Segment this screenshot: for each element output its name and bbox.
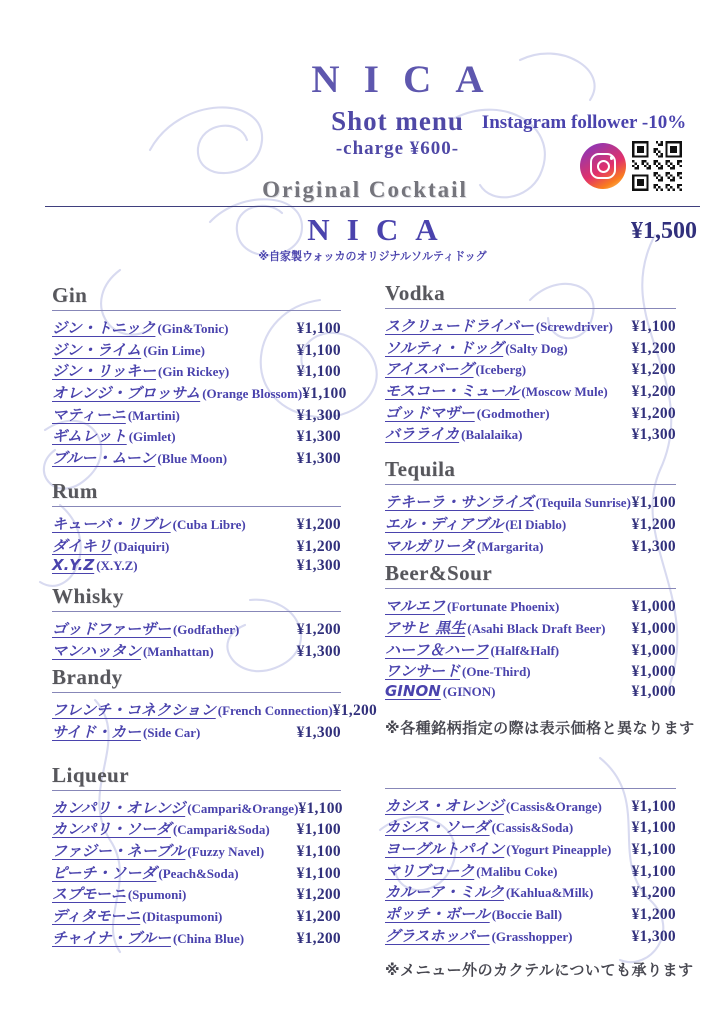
item-name-jp: ジン・トニック [52,319,156,337]
item-name [52,721,200,742]
item-price: ¥1,300 [296,450,341,468]
item-name [385,380,608,401]
item-name-jp: ジン・ライム [52,340,142,359]
item-name-en: (Gin Rickey) [158,364,230,380]
item-name-en: (Daiquiri) [113,538,170,554]
item-name [385,881,593,902]
item-name-en: (GINON) [442,683,496,699]
featured-cocktail [45,213,700,264]
item-price: ¥1,200 [296,886,341,904]
item-name-en: (Grasshopper) [491,928,573,944]
item-name [52,862,239,883]
item-price: ¥1,000 [631,598,676,616]
item-price: ¥1,300 [631,426,676,444]
menu-item [385,315,676,337]
item-name [52,317,228,338]
item-name [385,595,559,616]
item-price: ¥1,200 [332,702,378,720]
section-note: ※メニュー外のカクテルについても承ります [385,961,694,980]
item-name [52,618,239,639]
item-price: ¥1,300 [631,537,676,555]
item-name [385,860,558,881]
menu-item [52,556,341,578]
item-price: ¥1,100 [298,799,343,817]
item-price: ¥1,300 [296,406,341,424]
menu-section-liqueur-continued [385,780,694,981]
menu-item [385,903,676,925]
menu-item [52,317,341,339]
item-name-jp: ヨーグルトパイン [385,840,505,858]
menu-item [385,860,676,882]
item-name-jp: ポッチ・ボール [385,905,490,924]
item-name [52,818,270,839]
item-name-en: (Boccie Ball) [491,907,563,923]
header-divider [45,206,700,207]
section-items [385,315,676,445]
menu-item [385,816,676,838]
item-name-en: (Asahi Black Draft Beer) [467,620,606,636]
item-name-jp: マルガリータ [385,536,476,555]
item-price: ¥1,000 [631,663,676,681]
item-name-en: (Cuba Libre) [172,516,246,532]
menu-item [385,795,676,817]
menu-item [385,491,676,513]
menu-section-rum [52,479,341,578]
section-items [385,595,676,703]
menu-item [385,617,676,639]
item-price: ¥1,200 [296,620,341,638]
menu-column-right [385,281,695,980]
instagram-camera-frame [590,153,616,179]
section-title: Rum [52,479,341,507]
item-name-jp: カシス・オレンジ [385,796,504,815]
section-title: Gin [52,283,341,311]
section-items [52,797,341,949]
menu-item [52,905,341,927]
item-name [52,699,333,720]
item-name-en: (French Connection) [217,703,333,719]
menu-column-left [52,283,378,948]
menu-item [385,358,676,380]
item-name-jp: キューバ・リブレ [52,514,171,533]
item-name-en: (Tequila Sunrise) [535,495,631,511]
item-name-jp: ゴッドマザー [385,403,475,422]
menu-item [52,404,341,426]
item-name-jp: カルーア・ミルク [385,883,504,902]
menu-item [52,640,341,662]
item-name-jp: ピーチ・ソーダ [52,863,157,882]
item-price: ¥1,100 [631,819,676,837]
item-name-en: (Martini) [127,407,180,423]
item-name-jp: オレンジ・ブロッサム [52,384,201,403]
item-name [52,883,186,904]
section-title: Beer&Sour [385,561,676,589]
item-name-jp: マルエフ [385,597,446,616]
menu-item [385,881,676,903]
item-name [52,382,302,403]
menu-item [52,699,378,721]
menu-section-vodka [385,281,676,445]
item-name [385,513,566,534]
item-name-en: (Cassis&Orange) [505,798,602,814]
item-name [52,927,244,948]
item-name-en: (Moscow Mule) [521,384,608,400]
item-name-jp: ジン・リッキー [52,362,157,381]
section-title [385,780,676,789]
item-name-jp: スクリュードライバー [385,317,534,335]
item-name [52,360,229,381]
item-name-en: (Fortunate Phoenix) [447,599,560,615]
item-name-en: (Yogurt Pineapple) [506,842,612,857]
item-name [52,425,176,446]
item-name-jp: ディタモーニ [52,907,141,926]
menu-section-liqueur [52,763,341,949]
menu-item [385,660,676,682]
item-name-en: (Balalaika) [461,427,523,443]
item-name [385,617,606,638]
item-price: ¥1,200 [631,884,676,902]
item-name [385,660,531,681]
item-name [385,838,611,859]
item-name-jp: ギムレット [52,427,127,446]
item-price: ¥1,100 [631,797,676,815]
item-name [385,491,631,512]
menu-item [385,337,676,359]
menu-item [52,382,347,404]
item-name [385,639,559,660]
item-name-jp: モスコー・ミュール [385,382,520,401]
item-name-jp: GINON [385,681,441,700]
item-name-en: (Screwdriver) [535,319,613,334]
menu-item [385,513,676,535]
item-name-en: (Side Car) [142,724,201,740]
item-price: ¥1,100 [296,843,341,860]
item-price: ¥1,300 [631,927,676,945]
menu-item [52,883,341,905]
menu-item [385,838,676,860]
item-price: ¥1,200 [631,906,676,924]
item-name-en: (Kahlua&Milk) [505,885,594,901]
menu-item [385,380,676,402]
item-name [52,447,227,468]
item-name [52,404,180,425]
item-price: ¥1,200 [631,361,676,379]
item-name-en: (Fuzzy Navel) [187,844,265,859]
section-items [52,317,347,469]
item-name [385,903,562,924]
item-name-en: (Peach&Soda) [158,865,239,881]
section-items [52,513,341,578]
charge-note: -charge ¥600- [335,138,460,159]
featured-cocktail-note: ※自家製ウォッカのオリジナルソルティドッグ [258,249,487,264]
section-title: Brandy [52,665,341,693]
item-name [385,423,523,444]
menu-section-beer-sour [385,561,695,737]
item-name-jp: アサヒ 黒生 [385,618,466,637]
item-name-jp: バラライカ [385,425,460,444]
item-price: ¥1,300 [296,642,341,660]
item-name-jp: カシス・ソーダ [385,818,490,837]
menu-item [385,925,676,947]
item-name-jp: マティーニ [52,405,126,424]
item-name [385,682,495,701]
item-name-en: (Orange Blossom) [202,386,303,402]
item-name-jp: テキーラ・サンライズ [385,493,534,512]
item-name [385,358,526,379]
item-name-en: (Spumoni) [127,887,187,903]
item-price: ¥1,200 [631,404,676,422]
item-price: ¥1,100 [296,341,341,359]
menu-item [385,535,676,557]
item-name [385,315,613,336]
item-name-jp: チャイナ・ブルー [52,928,171,947]
section-title: Tequila [385,457,676,485]
item-name-en: (Salty Dog) [505,340,568,356]
section-title: Whisky [52,584,341,612]
item-price: ¥1,000 [631,641,676,659]
item-name [385,402,550,423]
item-name [52,513,246,534]
item-name [52,840,264,861]
item-name-jp: フレンチ・コネクション [52,701,216,720]
item-name-jp: X.Y.Z [52,556,95,575]
item-name-jp: マリブコーク [385,861,475,880]
item-name-en: (Iceberg) [475,362,527,378]
item-name-jp: ファジー・ネーブル [52,842,186,860]
item-name-en: (Manhattan) [142,643,214,659]
section-title: Vodka [385,281,676,309]
menu-item [385,639,676,661]
section-items [385,795,676,947]
item-name-en: (X.Y.Z) [96,558,138,574]
item-name-jp: アイスバーグ [385,360,474,379]
item-price: ¥1,300 [296,557,341,575]
item-price: ¥1,100 [631,494,676,512]
item-name-jp: ゴッドファーザー [52,619,171,638]
item-name [52,556,138,575]
item-name-jp: ワンサード [385,662,461,681]
item-name-jp: エル・ディアブル [385,514,504,533]
menu-subtitle: Shot menu [331,106,464,136]
menu-item [52,339,341,361]
menu-section-tequila [385,457,676,556]
menu-item [52,447,341,469]
item-name-en: (Half&Half) [490,642,560,658]
section-title: Liqueur [52,763,341,791]
menu-item [52,797,341,819]
menu-item [52,721,341,743]
item-name-en: (Campari&Soda) [172,822,270,838]
item-price: ¥1,200 [296,908,341,926]
item-price: ¥1,100 [296,320,341,337]
menu-item [385,595,676,617]
instagram-camera-lens [597,160,610,173]
item-name-en: (One-Third) [462,664,531,680]
item-name-en: (El Diablo) [505,516,567,532]
menu-section-brandy [52,665,378,742]
item-name [52,797,298,818]
item-price: ¥1,200 [296,929,341,947]
item-price: ¥1,000 [631,619,676,637]
item-price: ¥1,100 [296,363,341,381]
item-price: ¥1,200 [631,383,676,401]
item-name [385,795,602,816]
section-note: ※各種銘柄指定の際は表示価格と異なります [385,718,695,737]
item-name-jp: ハーフ＆ハーフ [385,640,489,659]
menu-section-gin [52,283,347,469]
item-name-jp: サイド・カー [52,722,141,741]
item-price: ¥1,200 [631,515,676,533]
item-name-jp: ダイキリ [52,536,112,555]
item-name [385,925,572,946]
item-name-en: (Malibu Coke) [476,863,558,879]
menu-item [52,840,341,862]
item-name-jp: ソルティ・ドッグ [385,338,504,357]
item-name-jp: スプモーニ [52,885,126,904]
item-price: ¥1,100 [302,385,347,403]
menu-item [52,818,341,840]
item-name-en: (Margarita) [477,538,544,554]
original-cocktail-heading: Original Cocktail [262,177,468,202]
item-price: ¥1,100 [631,318,676,335]
section-items [52,699,378,742]
item-name-en: (Cassis&Soda) [491,820,574,836]
menu-item [52,425,341,447]
item-name-jp: カンパリ・ソーダ [52,820,171,839]
item-name-en: (China Blue) [172,930,245,946]
item-name-jp: カンパリ・オレンジ [52,798,186,817]
item-name-en: (Blue Moon) [157,451,228,467]
instagram-camera-dot [610,156,614,160]
menu-item [52,618,341,640]
menu-item [385,423,676,445]
section-items [385,491,676,556]
item-name-en: (Gin Lime) [143,342,205,358]
item-price: ¥1,100 [631,841,676,858]
item-price: ¥1,000 [631,682,676,700]
menu-item [52,862,341,884]
item-name [52,640,214,661]
item-name-en: (Ditaspumoni) [142,909,223,925]
item-name [385,816,573,837]
featured-cocktail-name: NICA [307,212,455,247]
item-price: ¥1,300 [296,428,341,446]
section-items [52,618,341,661]
menu-item [385,682,676,704]
brand-title: NICA [311,58,508,101]
item-name [385,535,543,556]
item-price: ¥1,100 [631,862,676,880]
item-name-en: (Gin&Tonic) [157,321,229,336]
item-name-jp: ブルー・ムーン [52,449,156,468]
menu-item [385,402,676,424]
item-name [52,905,222,926]
menu-item [52,927,341,949]
item-name-en: (Godmother) [476,405,550,421]
item-price: ¥1,200 [631,339,676,357]
menu-item [52,513,341,535]
item-name-en: (Campari&Orange) [187,800,299,816]
menu-item [52,360,341,382]
item-name [52,535,169,556]
item-price: ¥1,200 [296,537,341,555]
menu-section-whisky [52,584,341,661]
item-name-en: (Godfather) [172,621,240,637]
item-name-jp: マンハッタン [52,641,141,660]
item-name-jp: グラスホッパー [385,926,490,945]
item-price: ¥1,100 [296,864,341,882]
item-name-en: (Gimlet) [128,429,176,445]
instagram-promo-text: Instagram follower -10% [481,112,687,133]
item-name [52,339,205,360]
item-price: ¥1,200 [296,515,341,533]
menu-item [52,535,341,557]
featured-cocktail-price: ¥1,500 [631,218,697,244]
item-name [385,337,568,358]
item-price: ¥1,300 [296,723,341,741]
item-price: ¥1,100 [296,821,341,839]
